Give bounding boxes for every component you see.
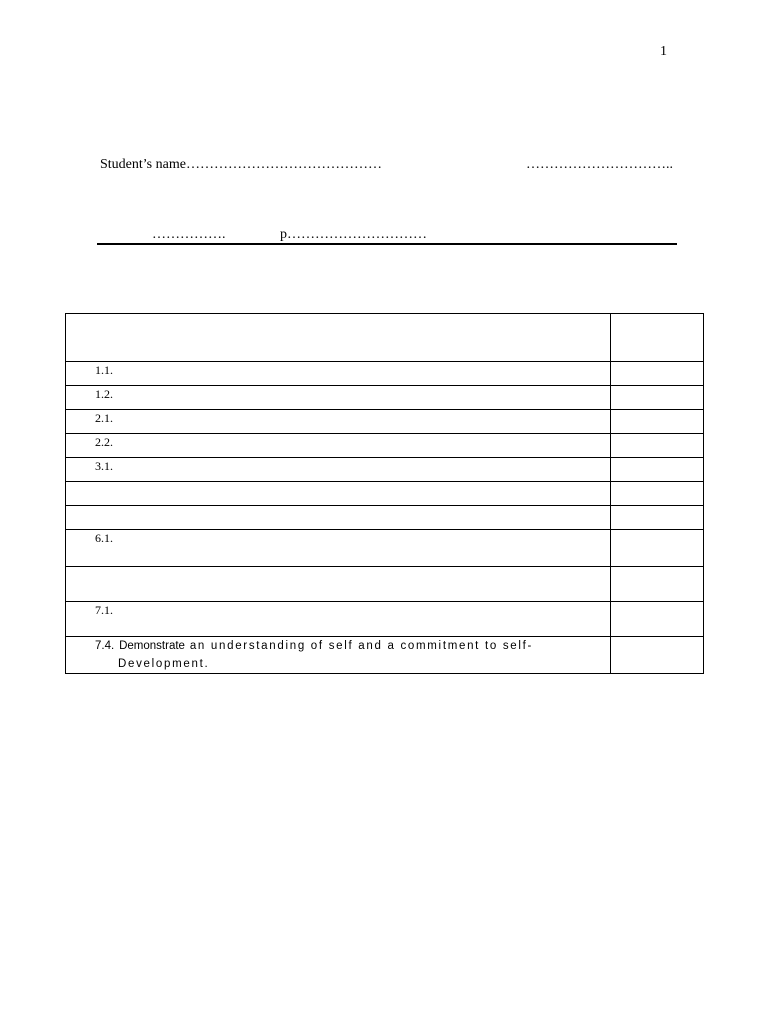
table-row xyxy=(66,434,704,458)
score-cell[interactable] xyxy=(611,386,704,410)
item-text-line2: Development. xyxy=(118,658,210,670)
item-label: 1.1. xyxy=(66,362,611,386)
header-divider xyxy=(97,243,677,245)
score-cell[interactable] xyxy=(611,410,704,434)
score-cell[interactable] xyxy=(611,530,704,567)
score-cell[interactable] xyxy=(611,602,704,637)
score-cell[interactable] xyxy=(611,506,704,530)
score-cell[interactable] xyxy=(611,458,704,482)
score-cell[interactable] xyxy=(611,567,704,602)
header-right-dots: ………………………….. xyxy=(526,157,673,172)
subheader-p-field xyxy=(280,227,427,243)
score-cell[interactable] xyxy=(611,637,704,674)
item-label xyxy=(66,567,611,602)
item-label: 2.2. xyxy=(66,434,611,458)
score-cell[interactable] xyxy=(611,482,704,506)
assessment-table xyxy=(65,313,704,674)
student-name-dots: …………………………………… xyxy=(185,157,382,172)
student-name-label: Student’s name xyxy=(100,157,186,172)
item-label: 7.1. xyxy=(66,602,611,637)
p-dots: ………………………… xyxy=(287,227,427,242)
item-label: 1.2. xyxy=(66,386,611,410)
table-row xyxy=(66,637,704,674)
item-label xyxy=(66,482,611,506)
item-number: 7.4. xyxy=(95,640,115,652)
table-row xyxy=(66,530,704,567)
table-row xyxy=(66,386,704,410)
table-row xyxy=(66,362,704,386)
student-name-line xyxy=(100,157,382,173)
subheader-left-dots: ……………. xyxy=(152,227,226,242)
score-cell[interactable] xyxy=(611,434,704,458)
item-label xyxy=(66,506,611,530)
table-header-right-cell xyxy=(611,314,704,362)
item-label-7-4 xyxy=(66,637,611,674)
page-number: 1 xyxy=(660,44,667,59)
table-row xyxy=(66,314,704,362)
item-label: 3.1. xyxy=(66,458,611,482)
p-label: p xyxy=(280,227,287,242)
table-row xyxy=(66,602,704,637)
table-row xyxy=(66,410,704,434)
table-row xyxy=(66,482,704,506)
score-cell[interactable] xyxy=(611,362,704,386)
item-text-line1: an understanding of self and a commitment to self- xyxy=(184,640,534,652)
table-row xyxy=(66,458,704,482)
item-first-word: Demonstrate xyxy=(119,640,185,652)
table-row xyxy=(66,567,704,602)
table-row xyxy=(66,506,704,530)
item-label: 6.1. xyxy=(66,530,611,567)
item-label: 2.1. xyxy=(66,410,611,434)
table-header-cell xyxy=(66,314,611,362)
